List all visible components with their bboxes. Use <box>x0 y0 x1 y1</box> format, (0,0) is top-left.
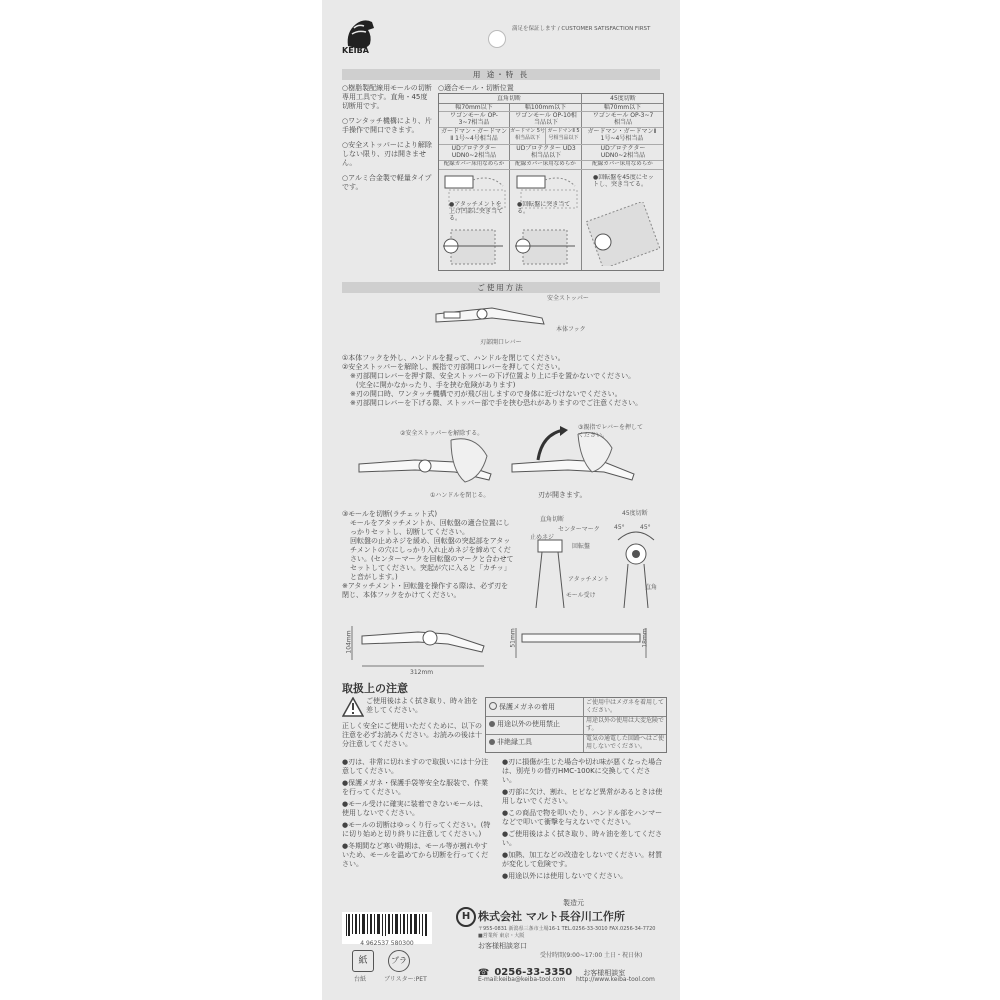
table-title: ○適合モール・切断位置 <box>438 84 514 92</box>
caution-left-list <box>342 758 494 869</box>
caution-item: ●刃部に欠け、割れ、ヒビなど異常があるときは使用しないでください。 <box>502 788 663 805</box>
caution-item: ●この商品で物を叩いたり、ハンドル部をハンマーなどで叩いて衝撃を与えないでください。 <box>502 809 663 826</box>
label-body-hook: 本体フック <box>556 326 586 333</box>
caution-label: 保護メガネの着用 <box>489 702 555 712</box>
diagram-label-45deg: 45° <box>640 524 651 531</box>
table-cell: 幅70mm以下 <box>603 104 642 111</box>
support-email[interactable]: E-mail:keiba@keiba-tool.com <box>478 976 566 983</box>
diagram-label-attachment: アタッチメント <box>568 576 610 583</box>
table-note: ●回転盤に突き当てる。 <box>517 201 571 215</box>
maker-label: 製造元 <box>563 899 584 907</box>
dimension-drawing <box>345 618 668 678</box>
warning-icon <box>342 697 364 717</box>
dim-104: 104mm <box>345 630 353 654</box>
table-cell: 幅100mm以下 <box>524 104 567 111</box>
phone-icon: ☎ <box>478 968 490 978</box>
prohibited-icon <box>489 721 495 727</box>
hang-hole <box>488 30 506 48</box>
table-cell: 配線カバー床用なめらか <box>443 161 505 167</box>
step3-text <box>342 510 514 600</box>
table-cell: 幅70mm以下 <box>455 104 493 111</box>
caution-label: 用途以外の使用禁止 <box>489 720 560 729</box>
diagram-label-45: 45度切断 <box>622 510 648 517</box>
diagram-label-straight: 直角切断 <box>540 516 565 523</box>
straight-cut-sketch-3 <box>441 226 507 266</box>
table-cell: ガードマン・ガードマンⅡ 1号~4号相当品 <box>441 128 507 142</box>
step3-line: ※アタッチメント・回転盤を操作する際は、必ず刃を閉じ、本体フックをかけてください。 <box>342 582 509 599</box>
45-cut-sketch <box>585 202 661 266</box>
caution-item: ●用途以外には使用しないでください。 <box>502 872 628 880</box>
goggles-icon <box>489 702 497 710</box>
caution-desc: ご使用中はメガネを着用してください。 <box>586 699 665 714</box>
table-cell: ガードマン 5号相当品以下 <box>510 128 545 141</box>
diagram-label-right-angle: 直角 <box>645 584 658 591</box>
straight-cut-sketch-4 <box>513 226 579 266</box>
plastic-recycle-icon: プラ <box>388 950 410 972</box>
table-cell: ガードマンⅡ 5号相当品以下 <box>547 128 580 141</box>
usage-step: ※刃の開口時、ワンタッチ機構で刃が飛び出しますので身体に近づけないでください。 <box>350 390 622 398</box>
tool-diagram <box>432 296 552 340</box>
dim-51: 51mm <box>509 628 517 648</box>
dim-312: 312mm <box>410 669 434 676</box>
paper-recycle-icon: 紙 <box>352 950 374 972</box>
table-note: ●アタッチメントを上げ凹部に突き当てる。 <box>449 201 504 222</box>
features-list <box>342 84 434 192</box>
table-cell: ガードマン・ガードマンⅡ 1号~4号相当品 <box>587 128 657 142</box>
label-blade-lever: 刃部開口レバー <box>480 339 522 346</box>
caution-item: ●ご使用後はよく拭き取り、時々油を差してください。 <box>502 830 663 847</box>
table-cell: UDプロテクター UDN0~2相当品 <box>451 145 497 159</box>
support-phone: 0256-33-3350 <box>494 967 573 978</box>
usage-header: ご使用方法 <box>342 282 660 293</box>
maker-company: 株式会社 マルト長谷川工作所 <box>478 910 625 923</box>
table-cell: 配線カバー床用なめらか <box>592 161 653 167</box>
fit-table <box>438 93 664 271</box>
keiba-logo <box>342 16 380 60</box>
caution-item: ●保護メガネ・保護手袋等安全な服装で、作業を行ってください。 <box>342 779 488 796</box>
barcode-number: 4 962537 580300 <box>360 940 414 947</box>
label-safety-stopper: 安全ストッパー <box>547 295 589 302</box>
figure-label: ①ハンドルを閉じる。 <box>430 492 490 499</box>
recycle-marks <box>352 950 472 990</box>
diagram-label-set-screw: 止めネジ <box>530 534 555 541</box>
step3-line: モールをアタッチメントか、回転盤の適合位置にしっかりセットし、切断してください。 <box>350 519 510 536</box>
usage-step: ①本体フックを外し、ハンドルを握って、ハンドルを閉じてください。 <box>342 354 565 362</box>
brand-name: KEIBA <box>342 46 369 55</box>
caution-title: 取扱上の注意 <box>342 682 408 695</box>
caution-intro: ご使用後はよく拭き取り、時々油を差してください。 <box>366 697 478 714</box>
step3-line: 回転盤の止めネジを緩め、回転盤の突起部をアタッチメントの穴にしっかり入れ止めネジを締めてください。(センターマークを回転盤のマークと合わせてセットしてください。突起が穴に入ると「カチッ」と音がします。) <box>350 537 514 581</box>
maker-address: 〒955-0831 新潟県三条市土場16-1 TEL.0256-33-3010 FAX.0256-34-7720 <box>478 926 656 932</box>
caution-desc: 電気の通電した回路へはご使用しないでください。 <box>586 735 665 750</box>
barcode-bars <box>342 912 432 936</box>
table-header-straight: 直角切断 <box>496 95 521 102</box>
caution-right-list <box>502 758 664 881</box>
diagram-label-mall-receiver: モール受け <box>566 592 596 599</box>
usage-step: ②安全ストッパーを解除し、親指で刃部開口レバーを押してください。 <box>342 363 565 371</box>
caution-safety: 正しく安全にご使用いただくために、以下の注意を必ずお読みください。お読みの後は十分注意してください。 <box>342 722 482 748</box>
caution-desc: 用途以外の使用は大変危険です。 <box>586 717 665 732</box>
feature-item: ○アルミ合金製で軽量タイプです。 <box>342 174 432 191</box>
table-cell: 配線カバー床用なめらか <box>515 161 576 167</box>
diagram-label-rotary-disc: 回転盤 <box>572 543 591 550</box>
support-title: お客様相談窓口 <box>478 942 527 950</box>
support-hours: 受付時間(9:00~17:00 土日・祝日休) <box>540 952 643 959</box>
table-cell: ワゴンモール OP-3~7相当品 <box>592 112 654 126</box>
maker-offices: ■営業所 東京・大阪 <box>478 933 525 939</box>
diagram-label-45deg: 45° <box>614 524 625 531</box>
table-note: ●回転盤を45度にセットし、突き当てる。 <box>593 174 654 188</box>
barcode <box>342 912 432 947</box>
feature-item: ○安全ストッパーにより解除しない限り、刃は開きません。 <box>342 141 432 167</box>
non-insulated-icon <box>489 739 495 745</box>
maker-logo: H <box>456 907 476 927</box>
table-cell: UDプロテクター UDN0~2相当品 <box>600 145 646 159</box>
usage-steps <box>342 354 662 408</box>
usage-step: ※刃部開口レバーを押す際、安全ストッパーの下げ位置より上に手を置かないでください。 <box>350 372 636 380</box>
diagram-label-center-mark: センターマーク <box>558 526 600 533</box>
caution-item: ●刃に損傷が生じた場合や切れ味が悪くなった場合は、別売りの替刃HMC-100Kに交換してください。 <box>502 758 663 784</box>
usage-step: (完全に開かなかったり、手を挟む危険があります) <box>356 381 516 389</box>
uses-header: 用 途・特 長 <box>342 69 660 80</box>
figure-label: 刃が開きます。 <box>538 491 587 499</box>
table-cell: UDプロテクター UD3相当品以下 <box>516 145 576 159</box>
figure-label: ③親指でレバーを押してください。 <box>578 424 643 439</box>
caution-item: ●加熱、加工などの改造をしないでください。材質が変化して危険です。 <box>502 851 663 868</box>
caution-table <box>485 697 667 753</box>
support-room: お客様相談室 <box>583 969 626 977</box>
caution-item: ●モールの切断はゆっくり行ってください。(特に切り始めと切り終りに注意してください。) <box>342 821 491 838</box>
feature-item: ○ワンタッチ機構により、片手操作で開口できます。 <box>342 117 432 134</box>
caution-item: ●モール受けに確実に装着できないモールは、使用しないでください。 <box>342 800 488 817</box>
usage-figure-1 <box>355 430 495 500</box>
recycle-label: ブリスター:PET <box>384 976 427 983</box>
step3-title: ③モールを切断(ラチェット式) <box>342 510 438 518</box>
feature-item: ○樹脂製配線用モールの切断専用工具です。直角・45度切断用です。 <box>342 84 432 110</box>
caution-label: 非絶縁工具 <box>489 738 532 747</box>
table-cell: ワゴンモール OP-3~7相当品 <box>450 112 498 126</box>
dim-18: 18mm <box>641 628 649 648</box>
support-url[interactable]: http://www.keiba-tool.com <box>576 976 655 983</box>
recycle-label: 台紙 <box>354 976 367 983</box>
header-tagline: 満足を保証します / CUSTOMER SATISFACTION FIRST <box>512 26 651 32</box>
table-header-45: 45度切断 <box>610 95 636 102</box>
figure-label: ②安全ストッパーを解除する。 <box>400 430 484 437</box>
caution-item: ●冬期間など寒い時期は、モール等が割れやすいため、モールを温めてから切断を行ってください。 <box>342 842 489 868</box>
usage-step: ※刃部開口レバーを下げる際、ストッパー部で手を挟む恐れがありますのでご注意ください。 <box>350 399 643 407</box>
caution-item: ●刃は、非常に切れますので取扱いには十分注意してください。 <box>342 758 489 775</box>
table-cell: ワゴンモール OP-10相当品以下 <box>515 112 577 126</box>
